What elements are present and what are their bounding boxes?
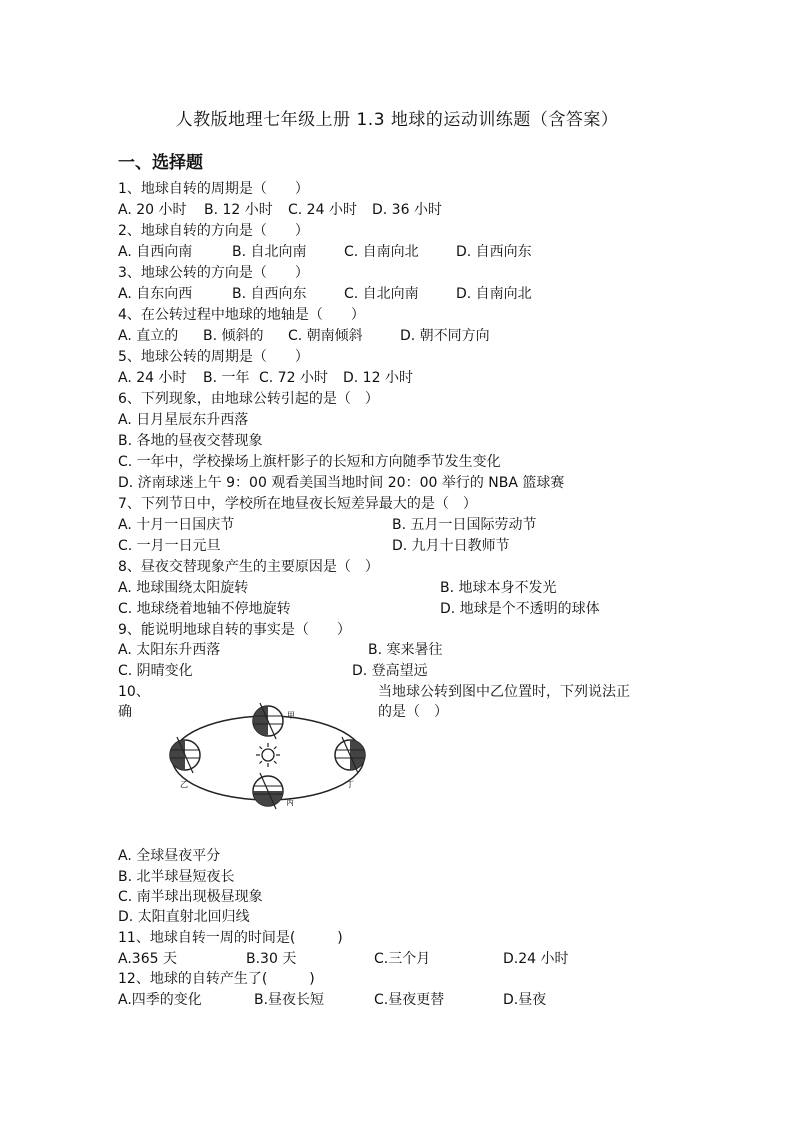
q7-option-c: C. 一月一日元旦 [118,538,221,554]
q10-option-b: B. 北半球昼短夜长 [118,869,235,885]
q1-option-a: A. 20 小时 [118,202,187,218]
question-10-text-end: 的是（ ） [378,704,448,720]
q6-option-b: B. 各地的昼夜交替现象 [118,433,263,449]
q3-option-b: B. 自西向东 [232,286,307,302]
question-8: 8、昼夜交替现象产生的主要原因是（ ） [118,559,379,575]
earth-position-bing [253,773,283,809]
q11-option-d: D.24 小时 [503,951,569,967]
q4-option-a: A. 直立的 [118,328,179,344]
question-2: 2、地球自转的方向是（ ） [118,223,309,239]
section-heading: 一、选择题 [118,153,203,173]
question-10-text: 当地球公转到图中乙位置时，下列说法正 [378,684,630,700]
q1-option-c: C. 24 小时 [288,202,357,218]
q9-option-b: B. 寒来暑往 [368,642,443,658]
earth-position-ding [335,737,365,773]
q12-option-b: B.昼夜长短 [254,992,325,1008]
q8-option-b: B. 地球本身不发光 [440,580,557,596]
question-9: 9、能说明地球自转的事实是（ ） [118,622,351,638]
q7-option-d: D. 九月十日教师节 [392,538,510,554]
sun-icon [256,743,280,767]
q6-option-d: D. 济南球迷上午 9：00 观看美国当地时间 20：00 举行的 NBA 篮球赛 [118,475,565,491]
q2-option-d: D. 自西向东 [456,244,532,260]
question-4: 4、在公转过程中地球的地轴是（ ） [118,307,365,323]
q8-option-c: C. 地球绕着地轴不停地旋转 [118,601,291,617]
q11-option-a: A.365 天 [118,951,177,967]
question-5: 5、地球公转的周期是（ ） [118,349,309,365]
q3-option-a: A. 自东向西 [118,286,193,302]
q4-option-b: B. 倾斜的 [203,328,264,344]
q1-option-b: B. 12 小时 [204,202,273,218]
page-title: 人教版地理七年级上册 1.3 地球的运动训练题（含答案） [175,110,619,130]
q9-option-a: A. 太阳东升西落 [118,642,221,658]
q2-option-c: C. 自南向北 [344,244,419,260]
q4-option-d: D. 朝不同方向 [400,328,490,344]
q11-option-c: C.三个月 [374,951,431,967]
q5-option-c: C. 72 小时 [259,370,328,386]
question-10: 10、 [118,684,150,700]
question-3: 3、地球公转的方向是（ ） [118,265,309,281]
question-6: 6、下列现象，由地球公转引起的是（ ） [118,391,379,407]
q10-option-d: D. 太阳直射北回归线 [118,909,250,925]
label-jia: 甲 [287,711,295,720]
q7-option-b: B. 五月一日国际劳动节 [392,517,537,533]
label-yi: 乙 [180,780,188,789]
q5-option-d: D. 12 小时 [343,370,413,386]
q2-option-b: B. 自北向南 [232,244,307,260]
q12-option-c: C.昼夜更替 [374,992,445,1008]
earth-orbit-diagram [160,703,370,813]
q8-option-d: D. 地球是个不透明的球体 [440,601,600,617]
q12-option-d: D.昼夜 [503,992,547,1008]
q8-option-a: A. 地球围绕太阳旋转 [118,580,249,596]
q6-option-c: C. 一年中，学校操场上旗杆影子的长短和方向随季节发生变化 [118,454,501,470]
q11-option-b: B.30 天 [246,951,297,967]
q3-option-c: C. 自北向南 [344,286,419,302]
label-bing: 丙 [286,798,294,807]
question-12: 12、地球的自转产生了( ) [118,971,315,987]
question-10-text-cont: 确 [118,704,132,720]
q10-option-c: C. 南半球出现极昼现象 [118,889,263,905]
question-11: 11、地球自转一周的时间是( ) [118,930,343,946]
q3-option-d: D. 自南向北 [456,286,532,302]
q9-option-c: C. 阴晴变化 [118,663,193,679]
label-ding: 丁 [346,780,354,789]
question-7: 7、下列节日中，学校所在地昼夜长短差异最大的是（ ） [118,496,477,512]
q1-option-d: D. 36 小时 [372,202,442,218]
question-1: 1、地球自转的周期是（ ） [118,181,309,197]
q6-option-a: A. 日月星辰东升西落 [118,412,249,428]
earth-position-jia [253,703,283,739]
q9-option-d: D. 登高望远 [352,663,428,679]
q7-option-a: A. 十月一日国庆节 [118,517,235,533]
q5-option-a: A. 24 小时 [118,370,187,386]
q2-option-a: A. 自西向南 [118,244,193,260]
q4-option-c: C. 朝南倾斜 [288,328,363,344]
q10-option-a: A. 全球昼夜平分 [118,848,221,864]
q12-option-a: A.四季的变化 [118,992,202,1008]
q5-option-b: B. 一年 [203,370,250,386]
